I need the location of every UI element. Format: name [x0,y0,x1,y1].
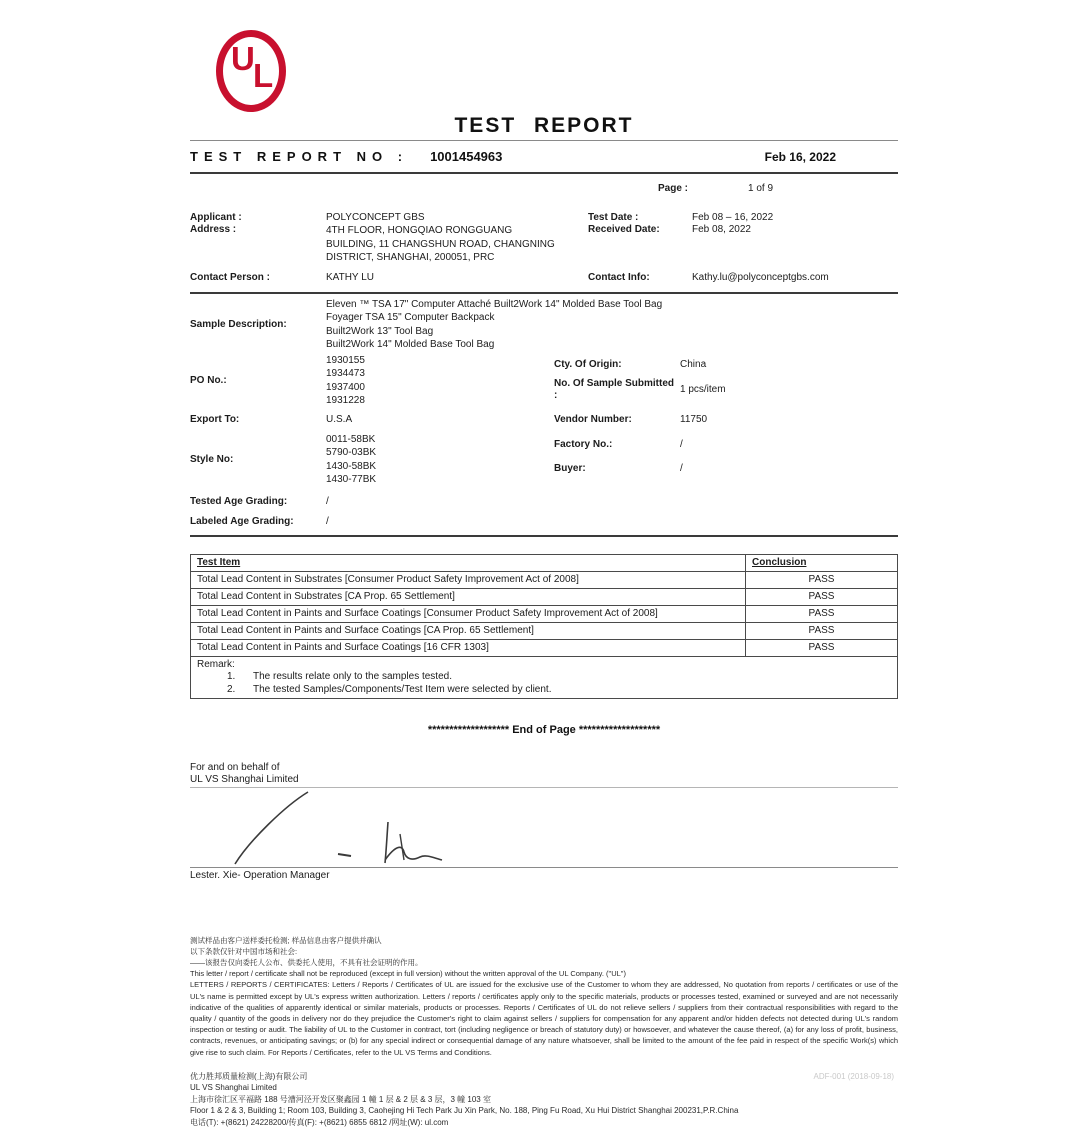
legal-cn-line: 以下条款仅针对中国市场和社会: [190,946,298,956]
legal-en-disclaimer: This letter / report / certificate shall not be reproduced (except in full version) without the written approval of the UL Company. ("UL") [190,969,626,979]
legal-cn-line: ——该报告仅向委托人公布、供委托人使用，不具有社会证明的作用。 [190,957,423,967]
footer-company-cn: 优力胜邦质量检测(上海)有限公司 [190,1071,308,1081]
style-values: 0011-58BK 5790-03BK 1430-58BK 1430-77BK [326,433,377,485]
sample-submitted-label: No. Of Sample Submitted : [554,377,675,401]
remark-item: 1. The results relate only to the samples tested. [227,670,452,682]
ul-logo-letter-u: U [231,40,255,77]
rule-under-contact [190,292,898,294]
sample-submitted-row [554,376,898,404]
po-values: 1930155 1934473 1937400 1931228 [326,354,365,406]
page-title: TEST REPORT [454,114,634,137]
conclusion-cell: PASS [746,605,898,622]
sample-submitted-value: 1 pcs/item [680,384,726,395]
buyer-row [554,457,898,481]
end-of-page-marker: ******************* End of Page ******************* [427,723,661,736]
test-item-cell: Total Lead Content in Paints and Surface Coatings [16 CFR 1303] [191,639,746,656]
signer-name: Lester. Xie- Operation Manager [190,869,330,881]
conclusion-cell: PASS [746,622,898,639]
report-date: Feb 16, 2022 [764,149,836,164]
report-no-label: TEST REPORT NO : [190,149,409,164]
applicant-value: POLYCONCEPT GBS [326,212,425,223]
address-label: Address : [190,224,237,235]
export-row [190,414,898,425]
origin-sample-col [554,354,898,404]
report-no-value: 1001454963 [430,149,503,164]
ul-logo-letter-l: L [253,57,274,94]
legal-en-paragraph: LETTERS / REPORTS / CERTIFICATES: Letters / Reports / Certificates of UL are issued for the exclusive use of the Customer to whom they are addressed, No quotation from reports / certificates or use of the UL's name is permitted except by UL's express written authorization. Letters / reports / certificates apply only to the specific materials, products or processes tested, examined or surveyed and are not necessarily indicative of the qualities of apparently identical or similar materials, products or processes. Reports / Certificates of UL do not relieve sellers / suppliers from their contractual responsibilities with regard to the quality / quantity of the goods in delivery nor do they prejudice the Customer's right to claim against sellers / suppliers for compensation for any apparent and/or hidden defects not detected during UL's random inspection or testing or audit. The liability of UL to the Customer in contract, tort (including negligence or breach of statutory duty) or howsoever, and whatever the cause thereof, (a) for any loss of profit, business, contracts, revenues, or anticipating savings; or (b) for any special indirect or consequential damage of any nature whatsoever, shall be limited to the amount of the fee paid in respect of the specific Work(s) which give rise to such claim. For Reports / Certificates, refer to the UL VS Terms and Conditions. [190,980,898,1057]
labeled-age-label: Labeled Age Grading: [190,515,294,527]
contact-person-value: KATHY LU [326,271,374,283]
ul-logo-icon [216,30,286,112]
report-header [190,28,898,140]
page-row [190,183,898,197]
address-value: 4TH FLOOR, HONGQIAO RONGGUANG BUILDING, 11 CHANGSHUN ROAD, CHANGNING DISTRICT, SHANGHAI, 200051, PRC [326,225,555,263]
legal-text [190,935,898,1058]
origin-label: Cty. Of Origin: [554,358,622,370]
test-date-label: Test Date : [588,212,639,223]
contact-info-value: Kathy.lu@polyconceptgbs.com [692,271,829,283]
test-item-cell: Total Lead Content in Substrates [Consumer Product Safety Improvement Act of 2008] [191,571,746,588]
table-header-row [191,554,898,571]
buyer-value: / [680,463,683,474]
tested-age-value: / [326,495,329,507]
footer-block [190,1071,898,1128]
page-label: Page : [658,183,689,194]
footer-address-cn: 上海市徐汇区平福路 188 号漕河泾开发区聚鑫园 1 幢 1 层 & 2 层 & 3 层，3 幢 103 室 [190,1094,491,1104]
doc-form-code: ADF-001 (2018-09-18) [813,1071,894,1081]
legal-cn-line: 测试样品由客户送样委托检测; 样品信息由客户提供并确认 [190,935,382,945]
po-label: PO No.: [190,375,227,386]
rule-under-sample [190,535,898,537]
report-no-row [190,141,898,172]
rule-under-report-no [190,172,898,174]
sample-description-row [190,298,898,352]
test-report-page [190,28,898,1128]
export-value: U.S.A [326,413,353,425]
vendor-label: Vendor Number: [554,413,632,425]
remark-item: 2. The tested Samples/Components/Test Item were selected by client. [227,683,552,695]
style-row [190,433,898,487]
footer-address-en: Floor 1 & 2 & 3, Building 1; Room 103, Building 3, Caohejing Hi Tech Park Ju Xin Park, No. 188, Ping Fu Road, Xu Hui District Shanghai 200231,P.R.China [190,1106,739,1116]
remark-label: Remark: [197,658,235,670]
applicant-row [190,212,898,223]
page-number: 1 of 9 [748,183,774,194]
origin-row [554,354,898,376]
table-row [191,622,898,639]
test-item-cell: Total Lead Content in Substrates [CA Prop. 65 Settlement] [191,588,746,605]
sample-description-value: Eleven ™ TSA 17" Computer Attaché Built2Work 14" Molded Base Tool Bag Foyager TSA 15" Computer Backpack Built2Work 13" Tool Bag Built2Work 14" Molded Base Tool Bag [326,298,663,350]
footer-contact-line: 电话(T): +(8621) 24228200/传真(F): +(8621) 6855 6812 /网址(W): ul.com [190,1117,449,1127]
origin-value: China [680,359,707,370]
signature-area [190,788,898,867]
factory-buyer-col [554,433,898,481]
test-date-value: Feb 08 – 16, 2022 [692,212,774,223]
style-label: Style No: [190,454,234,465]
factory-row [554,433,898,457]
conclusion-header: Conclusion [746,554,898,571]
sample-block [190,298,898,527]
tested-age-label: Tested Age Grading: [190,495,288,507]
remark-row [191,656,898,698]
footer-company-en: UL VS Shanghai Limited [190,1083,277,1093]
applicant-label: Applicant : [190,212,242,223]
test-item-header: Test Item [191,554,746,571]
sample-description-label: Sample Description: [190,319,287,330]
contact-person-row [190,272,898,283]
contact-info-label: Contact Info: [588,271,650,283]
test-results-table [190,554,898,699]
remark-cell [191,656,898,698]
buyer-label: Buyer: [554,462,586,474]
test-item-cell: Total Lead Content in Paints and Surface Coatings [Consumer Product Safety Improvement Act of 2008] [191,605,746,622]
factory-label: Factory No.: [554,438,613,450]
received-date-label: Received Date: [588,224,660,235]
applicant-block [190,212,898,283]
table-row [191,605,898,622]
table-row [191,588,898,605]
vendor-value: 11750 [680,413,708,425]
tested-age-row [190,496,898,507]
table-row [191,571,898,588]
factory-value: / [680,439,683,450]
export-label: Export To: [190,413,240,425]
conclusion-cell: PASS [746,588,898,605]
behalf-line: For and on behalf of [190,761,280,773]
received-date-value: Feb 08, 2022 [692,224,751,235]
address-row [190,224,898,265]
labeled-age-row [190,516,898,527]
company-line: UL VS Shanghai Limited [190,774,299,785]
labeled-age-value: / [326,515,329,527]
conclusion-cell: PASS [746,571,898,588]
table-row [191,639,898,656]
conclusion-cell: PASS [746,639,898,656]
handwritten-signature [190,788,898,867]
po-row [190,354,898,408]
contact-person-label: Contact Person : [190,271,271,283]
test-item-cell: Total Lead Content in Paints and Surface Coatings [CA Prop. 65 Settlement] [191,622,746,639]
signature-block [190,762,898,881]
